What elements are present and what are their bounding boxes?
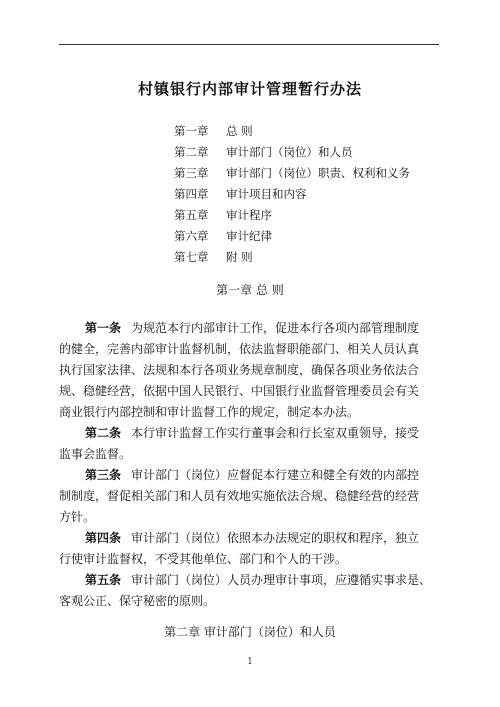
article-line [59,528,439,549]
article-line: 商业银行内部控制和审计监督工作的规定，制定本办法。 [59,405,360,419]
article-line [59,570,439,591]
toc-chapter-title: 审计纪律 [226,229,272,243]
toc-chapter-number: 第三章 [174,166,209,180]
toc-item [174,142,410,163]
toc-item [174,247,410,268]
article-line [59,423,439,444]
article-label: 第二条 [85,426,122,440]
toc-chapter-title: 总 则 [226,124,253,138]
article-line: 行使审计监督权，不受其他单位、部门和个人的干涉。 [59,552,348,566]
page-number: 1 [247,657,253,667]
header-rule [59,44,439,45]
article-line [59,465,439,486]
toc-chapter-title: 审计部门（岗位）职责、权利和义务 [226,166,410,180]
article-1 [59,318,439,423]
chapter-1-heading: 第一章 总 则 [216,283,284,297]
article-4 [59,528,439,570]
article-text: 审计部门（岗位）应督促本行建立和健全有效的内部控 [131,468,420,482]
article-line: 客观公正、保守秘密的原则。 [59,594,216,608]
toc-item [174,163,410,184]
article-5 [59,570,439,612]
toc-chapter-title: 审计部门（岗位）和人员 [226,145,353,159]
article-3 [59,465,439,528]
article-text: 审计部门（岗位）人员办理审计事项，应遵循实事求是、 [131,573,432,587]
toc-item [174,205,410,226]
article-label: 第五条 [85,573,122,587]
toc-item [174,226,410,247]
article-line: 执行国家法律、法规和本行各项业务规章制度，确保各项业务依法合 [59,363,420,377]
article-text: 审计部门（岗位）依照本办法规定的职权和程序，独立 [131,531,420,545]
article-label: 第三条 [85,468,122,482]
toc-chapter-title: 附 则 [226,250,253,264]
toc-chapter-number: 第五章 [174,208,209,222]
article-text: 本行审计监督工作实行董事会和行长室双重领导，接受 [131,426,420,440]
article-label: 第四条 [85,531,122,545]
table-of-contents [174,121,410,268]
article-line: 制制度，督促相关部门和人员有效地实施依法合规、稳健经营的经营 [59,489,420,503]
document-body [59,318,439,612]
toc-chapter-title: 审计程序 [226,208,272,222]
toc-chapter-number: 第七章 [174,250,209,264]
toc-chapter-title: 审计项目和内容 [226,187,307,201]
toc-item [174,121,410,142]
toc-chapter-number: 第二章 [174,145,209,159]
document-title: 村镇银行内部审计管理暂行办法 [137,80,362,98]
article-text: 为规范本行内部审计工作，促进本行各项内部管理制度 [131,321,420,335]
article-line: 方针。 [59,510,96,524]
article-line: 规、稳健经营，依据中国人民银行、中国银行业监督管理委员会有关 [59,384,420,398]
toc-item [174,184,410,205]
toc-chapter-number: 第四章 [174,187,209,201]
toc-chapter-number: 第一章 [174,124,209,138]
article-2 [59,423,439,465]
toc-chapter-number: 第六章 [174,229,209,243]
article-line: 监事会监督。 [59,447,132,461]
article-line [59,318,439,339]
chapter-2-heading: 第二章 审计部门（岗位）和人员 [164,625,336,639]
article-line: 的健全，完善内部审计监督机制，依法监督职能部门、相关人员认真 [59,342,420,356]
article-label: 第一条 [85,321,122,335]
